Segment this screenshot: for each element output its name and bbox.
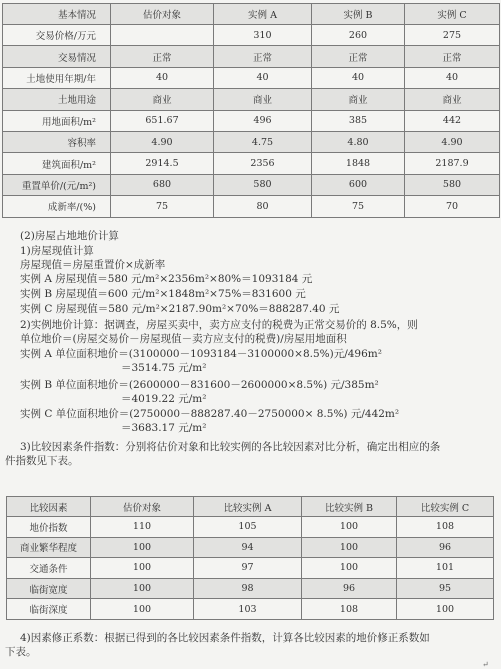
row-label-cell: 交通条件 [7, 558, 91, 579]
table-cell: 97 [194, 558, 302, 579]
table-cell: 100 [302, 537, 397, 558]
table-row [7, 578, 494, 599]
table-cell: 103 [194, 599, 302, 620]
table-cell: 100 [397, 599, 494, 620]
table-cell: 100 [91, 537, 194, 558]
header-cell: 估价对象 [91, 497, 194, 517]
table-cell: 651.67 [111, 110, 214, 131]
text-line: ＝4019.22 元/m² [121, 393, 207, 405]
table-cell: 108 [397, 517, 494, 538]
row-label-cell: 成新率/(%) [3, 196, 111, 217]
text-line: ＝3514.75 元/m² [121, 362, 207, 374]
row-label-cell: 容积率 [3, 131, 111, 152]
row-label-cell: 商业繁华程度 [7, 537, 91, 558]
table-cell: 100 [91, 558, 194, 579]
row-label-cell: 土地用途 [3, 89, 111, 110]
table-cell: 正常 [111, 46, 214, 67]
row-label-cell: 临街宽度 [7, 578, 91, 599]
table-cell: 101 [397, 558, 494, 579]
header-cell: 比较因素 [7, 497, 91, 517]
row-label-cell: 用地面积/m² [3, 110, 111, 131]
table-cell: 96 [397, 537, 494, 558]
table-cell: 260 [312, 25, 405, 46]
text-line: 3)比较因素条件指数：分别将估价对象和比较实例的各比较因素对比分析，确定出相应的条 [20, 441, 441, 453]
text-line: 实例 C 房屋现值＝580 元/m²×2187.90m²×70%＝888287.40 元 [20, 303, 340, 315]
table-cell: 100 [91, 578, 194, 599]
table-cell: 275 [405, 25, 500, 46]
table-cell: 94 [194, 537, 302, 558]
table-cell: 95 [397, 578, 494, 599]
table-cell: 680 [111, 174, 214, 195]
table-row [3, 67, 500, 88]
header-cell: 实例 C [405, 4, 500, 25]
row-label-cell: 交易价格/万元 [3, 25, 111, 46]
table-cell: 40 [312, 67, 405, 88]
table-cell: 75 [312, 196, 405, 217]
row-label-cell: 重置单价/(元/m²) [3, 174, 111, 195]
return-mark: ↵ [482, 660, 489, 669]
table-cell: 600 [312, 174, 405, 195]
table-cell: 1848 [312, 153, 405, 174]
table-cell: 108 [302, 599, 397, 620]
table-cell: 2914.5 [111, 153, 214, 174]
table-cell: 96 [302, 578, 397, 599]
table-row [3, 174, 500, 195]
text-line: 2)实例地价计算：据调查，房屋买卖中，卖方应支付的税费为正常交易价的 8.5%，则 [20, 319, 418, 331]
table-row [3, 89, 500, 110]
table-cell: 75 [111, 196, 214, 217]
table-row [3, 110, 500, 131]
table-cell: 商业 [111, 89, 214, 110]
table-cell: 385 [312, 110, 405, 131]
row-label-cell: 土地使用年期/年 [3, 67, 111, 88]
text-line: 实例 B 房屋现值＝600 元/m²×1848m²×75%＝831600 元 [20, 288, 306, 300]
row-label-cell: 建筑面积/m² [3, 153, 111, 174]
table-row [7, 537, 494, 558]
table-cell: 4.90 [111, 131, 214, 152]
header-cell: 比较实例 C [397, 497, 494, 517]
row-label-cell: 交易情况 [3, 46, 111, 67]
table-cell: 4.80 [312, 131, 405, 152]
table-cell: 4.90 [405, 131, 500, 152]
table-cell: 正常 [214, 46, 312, 67]
table-row [7, 558, 494, 579]
basic-info-table [2, 3, 500, 218]
table-cell: 100 [302, 558, 397, 579]
table-cell: 商业 [405, 89, 500, 110]
header-cell: 基本情况 [3, 4, 111, 25]
text-line: 实例 A 房屋现值＝580 元/m²×2356m²×80%＝1093184 元 [20, 273, 313, 285]
table-cell: 商业 [312, 89, 405, 110]
table-cell: 2356 [214, 153, 312, 174]
table-cell: 70 [405, 196, 500, 217]
table-cell: 100 [91, 599, 194, 620]
header-cell: 实例 B [312, 4, 405, 25]
table-cell: 496 [214, 110, 312, 131]
table-cell: 40 [405, 67, 500, 88]
table-cell: 100 [302, 517, 397, 538]
table-header-row [3, 4, 500, 25]
text-line: 房屋现值＝房屋重置价×成新率 [20, 259, 166, 271]
header-cell: 估价对象 [111, 4, 214, 25]
header-cell: 比较实例 B [302, 497, 397, 517]
text-line: 实例 C 单位面积地价＝(2750000－888287.40－2750000× 8.5%) 元/442m² [20, 408, 400, 420]
table-cell: 80 [214, 196, 312, 217]
text-line: 实例 A 单位面积地价＝(3100000－1093184－3100000×8.5%)元/496m² [20, 348, 382, 360]
row-label-cell: 临街深度 [7, 599, 91, 620]
table-cell: 310 [214, 25, 312, 46]
table-cell: 580 [214, 174, 312, 195]
table-row [3, 46, 500, 67]
table-cell: 442 [405, 110, 500, 131]
text-line: 1)房屋现值计算 [20, 245, 94, 257]
table-row [7, 517, 494, 538]
table-cell: 40 [111, 67, 214, 88]
table-cell: 4.75 [214, 131, 312, 152]
table-cell: 98 [194, 578, 302, 599]
footer-line: 下表。 [5, 646, 37, 658]
text-line: ＝3683.17 元/m² [121, 422, 207, 434]
table-cell: 正常 [312, 46, 405, 67]
header-cell: 比较实例 A [194, 497, 302, 517]
table-row [3, 131, 500, 152]
table-row [3, 196, 500, 217]
text-line: 件指数见下表。 [5, 455, 79, 467]
text-line: (2)房屋占地地价计算 [20, 230, 119, 242]
factor-index-table [6, 496, 494, 620]
table-row [7, 599, 494, 620]
table-cell: 40 [214, 67, 312, 88]
table-cell: 580 [405, 174, 500, 195]
table-row [3, 25, 500, 46]
table-cell: 110 [91, 517, 194, 538]
header-cell: 实例 A [214, 4, 312, 25]
text-line: 单位地价＝(房屋交易价－房屋现值－卖方应支付的税费)/房屋用地面积 [20, 333, 347, 345]
table-cell: 商业 [214, 89, 312, 110]
table-header-row [7, 497, 494, 517]
text-line: 实例 B 单位面积地价＝(2600000－831600－2600000×8.5%) 元/385m² [20, 379, 379, 391]
row-label-cell: 地价指数 [7, 517, 91, 538]
table-cell: 105 [194, 517, 302, 538]
table-cell: 正常 [405, 46, 500, 67]
table-row [3, 153, 500, 174]
table-cell [111, 25, 214, 46]
table-cell: 2187.9 [405, 153, 500, 174]
footer-line: 4)因素修正系数：根据已得到的各比较因素条件指数，计算各比较因素的地价修正系数如 [20, 632, 430, 644]
